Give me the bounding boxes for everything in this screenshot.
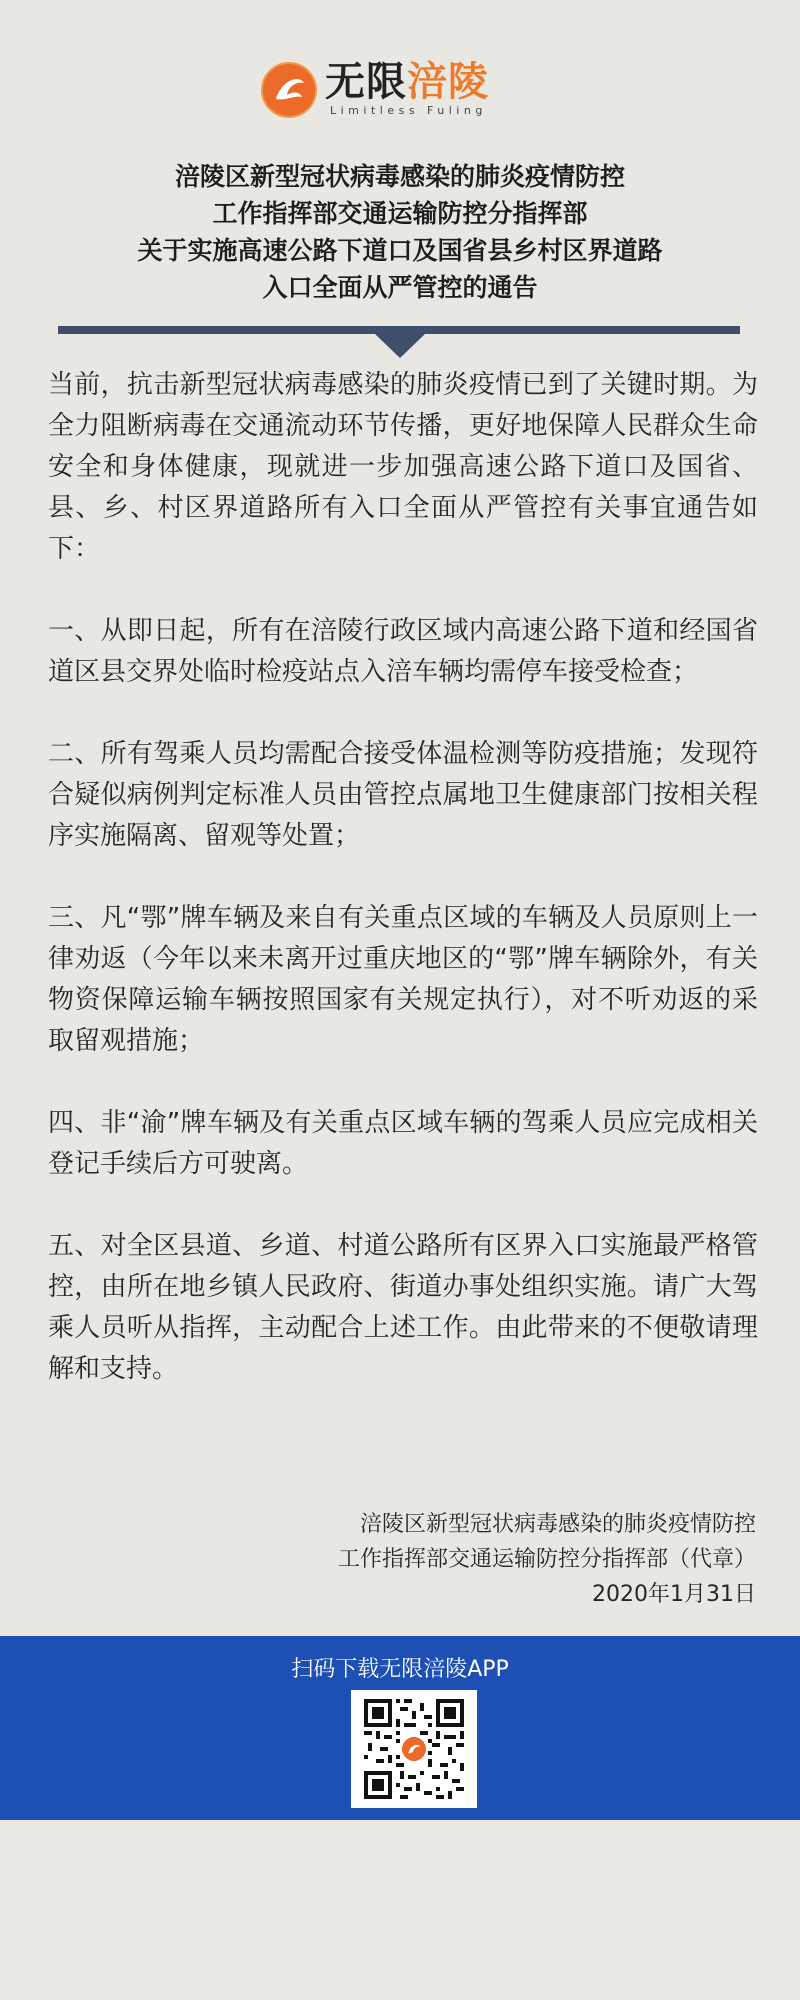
logo-name-black: 无限 (325, 59, 407, 105)
divider-notch-icon (375, 334, 425, 358)
signoff-issuer-line: 涪陵区新型冠状病毒感染的肺炎疫情防控 (359, 1512, 756, 1537)
notice-title (0, 158, 800, 306)
logo-wordmark (325, 59, 489, 105)
logo-tagline: Limitless Fuling (330, 104, 487, 117)
clause-paragraph: 二、所有驾乘人员均需配合接受体温检测等防疫措施；发现符合疑似病例判定标准人员由管控点属地卫生健康部门按相关程序实施隔离、留观等处置； (48, 739, 758, 851)
app-logo (0, 55, 800, 125)
download-label: 扫码下载无限涪陵APP (291, 1657, 509, 1682)
clause-paragraph: 三、凡“鄂”牌车辆及来自有关重点区域的车辆及人员原则上一律劝返（今年以来未离开过重庆地区的“鄂”牌车辆除外，有关物资保障运输车辆按照国家有关规定执行），对不听劝返的采取留观措施； (48, 903, 758, 1056)
notice-body (48, 365, 758, 1431)
logo-mark-icon (260, 61, 318, 119)
qr-code-icon (364, 1699, 464, 1799)
title-divider (58, 326, 740, 334)
clause-paragraph: 四、非“渝”牌车辆及有关重点区域车辆的驾乘人员应完成相关登记手续后方可驶离。 (48, 1108, 758, 1179)
title-line: 关于实施高速公路下道口及国省县乡村区界道路 (137, 236, 663, 265)
signoff-block (338, 1507, 756, 1612)
clause-paragraph: 五、对全区县道、乡道、村道公路所有区界入口实施最严格管控，由所在地乡镇人民政府、街道办事处组织实施。请广大驾乘人员听从指挥，主动配合上述工作。由此带来的不便敬请理解和支持。 (48, 1231, 758, 1384)
logo-name-orange: 涪陵 (407, 59, 489, 105)
download-footer (0, 1636, 800, 1820)
title-line: 涪陵区新型冠状病毒感染的肺炎疫情防控 (174, 162, 625, 191)
clause-paragraph: 一、从即日起，所有在涪陵行政区域内高速公路下道和经国省道区县交界处临时检疫站点入涪车辆均需停车接受检查； (48, 616, 758, 687)
page-bottom-area (0, 1820, 800, 2000)
qr-code[interactable] (351, 1690, 477, 1808)
signoff-date: 2020年1月31日 (592, 1582, 756, 1607)
title-line: 入口全面从严管控的通告 (262, 273, 538, 302)
title-line: 工作指挥部交通运输防控分指挥部 (212, 199, 588, 228)
intro-paragraph: 当前，抗击新型冠状病毒感染的肺炎疫情已到了关键时期。为全力阻断病毒在交通流动环节传播，更好地保障人民群众生命安全和身体健康，现就进一步加强高速公路下道口及国省、县、乡、村区界道路所有入口全面从严管控有关事宜通告如下： (48, 370, 758, 564)
signoff-issuer-line: 工作指挥部交通运输防控分指挥部（代章） (337, 1547, 756, 1572)
